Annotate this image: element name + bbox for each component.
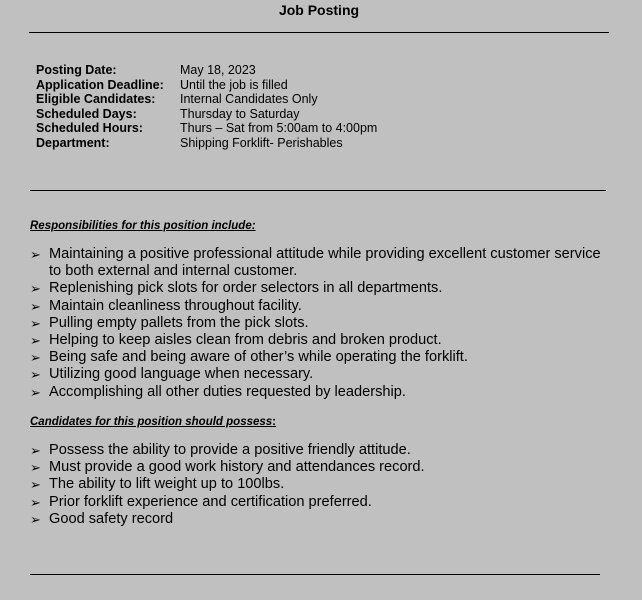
page-title: Job Posting (278, 2, 360, 18)
list-item-text: The ability to lift weight up to 100lbs. (49, 476, 285, 493)
list-item (30, 349, 615, 366)
list-item-text: Pulling empty pallets from the pick slots. (49, 314, 309, 331)
detail-value: Thursday to Saturday (180, 106, 300, 121)
detail-row-application-deadline (36, 78, 377, 93)
list-item (30, 280, 615, 297)
detail-row-posting-date (36, 63, 377, 78)
details-divider (30, 190, 606, 191)
list-item (30, 494, 615, 511)
arrow-bullet-icon: ➢ (30, 281, 41, 297)
list-item (30, 511, 615, 528)
list-item-text: Replenishing pick slots for order selectors in all departments. (49, 280, 443, 297)
list-item (30, 442, 615, 459)
candidates-heading-colon: : (272, 416, 277, 428)
detail-label: Department: (36, 135, 110, 150)
arrow-bullet-icon: ➢ (30, 460, 41, 476)
list-item-text: Maintaining a positive professional attitude while providing excellent customer service to both external and internal customer. (49, 246, 601, 280)
list-item-text: Prior forklift experience and certification preferred. (49, 493, 372, 510)
arrow-bullet-icon: ➢ (30, 298, 41, 314)
arrow-bullet-icon: ➢ (30, 333, 41, 349)
list-item (30, 476, 615, 493)
posting-details (36, 63, 377, 151)
title-divider (29, 32, 609, 33)
detail-value: Until the job is filled (180, 77, 288, 92)
list-item (30, 366, 615, 383)
detail-label: Eligible Candidates: (36, 92, 156, 107)
detail-value: Shipping Forklift- Perishables (180, 135, 343, 150)
responsibilities-heading (30, 219, 256, 233)
list-item-text: Accomplishing all other duties requested by leadership. (49, 383, 406, 400)
list-item-text: Must provide a good work history and attendances record. (49, 459, 425, 476)
detail-label: Posting Date: (36, 63, 117, 77)
responsibilities-heading-text: Responsibilities for this position include: (30, 220, 256, 232)
detail-label: Application Deadline: (36, 77, 164, 92)
list-item-text: Maintain cleanliness throughout facility. (49, 297, 302, 314)
list-item (30, 384, 615, 401)
detail-value: May 18, 2023 (180, 63, 256, 77)
detail-label: Scheduled Hours: (36, 121, 143, 136)
arrow-bullet-icon: ➢ (30, 247, 41, 262)
arrow-bullet-icon: ➢ (30, 384, 41, 400)
candidates-list (30, 442, 615, 528)
list-item (30, 315, 615, 332)
list-item-text: Being safe and being aware of other’s while operating the forklift. (49, 349, 468, 366)
list-item-text: Helping to keep aisles clean from debris and broken product. (49, 332, 442, 349)
detail-label: Scheduled Days: (36, 106, 137, 121)
detail-row-scheduled-days (36, 107, 377, 122)
arrow-bullet-icon: ➢ (30, 315, 41, 331)
detail-row-scheduled-hours (36, 121, 377, 136)
candidates-heading (30, 415, 276, 429)
list-item-text: Utilizing good language when necessary. (49, 366, 314, 383)
list-item (30, 246, 615, 280)
list-item (30, 332, 615, 349)
detail-value: Internal Candidates Only (180, 92, 318, 107)
arrow-bullet-icon: ➢ (30, 350, 41, 366)
list-item (30, 459, 615, 476)
arrow-bullet-icon: ➢ (30, 494, 41, 510)
detail-row-department (36, 136, 377, 151)
list-item-text: Good safety record (49, 510, 174, 527)
arrow-bullet-icon: ➢ (30, 443, 41, 458)
footer-divider (30, 574, 600, 575)
list-item (30, 298, 615, 315)
detail-value: Thurs – Sat from 5:00am to 4:00pm (180, 121, 378, 136)
list-item-text: Possess the ability to provide a positive friendly attitude. (49, 442, 411, 458)
detail-row-eligible-candidates (36, 92, 377, 107)
arrow-bullet-icon: ➢ (30, 511, 41, 527)
responsibilities-list (30, 246, 615, 401)
arrow-bullet-icon: ➢ (30, 477, 41, 493)
candidates-heading-text: Candidates for this position should possess (30, 416, 273, 428)
arrow-bullet-icon: ➢ (30, 367, 41, 383)
